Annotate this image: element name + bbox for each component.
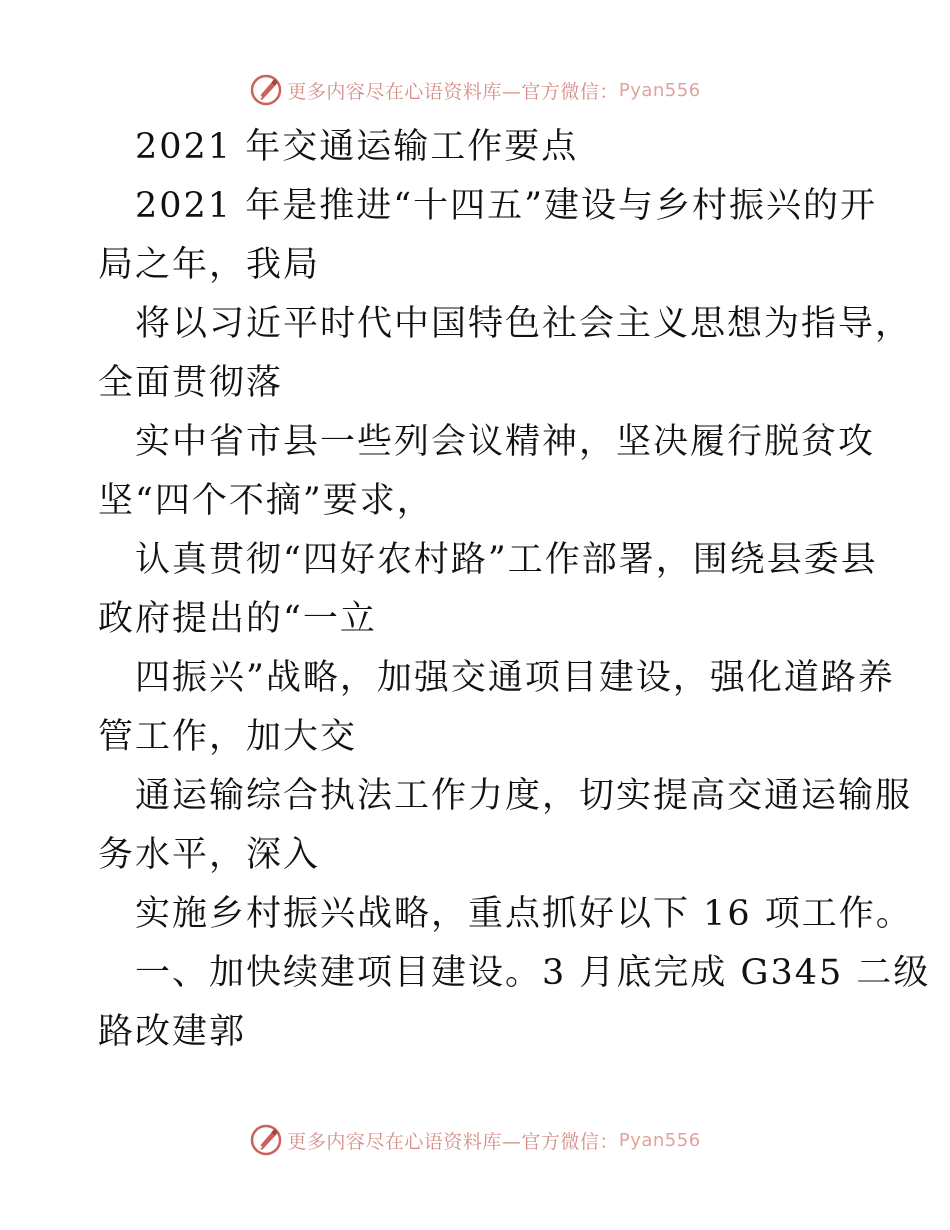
paragraph-line: 政府提出的“一立 xyxy=(98,599,377,639)
paragraph-line: 全面贯彻落 xyxy=(98,363,284,403)
paragraph-line: 四振兴”战略，加强交通项目建设，强化道路养 xyxy=(135,658,895,698)
paragraph-line: 坚“四个不摘”要求， xyxy=(98,481,434,521)
paragraph-line: 务水平，深入 xyxy=(98,835,321,875)
paragraph-line: 局之年，我局 xyxy=(98,245,321,285)
paragraph-line: 将以习近平时代中国特色社会主义思想为指导， xyxy=(135,304,913,344)
paragraph-line: 认真贯彻“四好农村路”工作部署，围绕县委县 xyxy=(135,540,878,580)
paragraph-line: 2021 年是推进“十四五”建设与乡村振兴的开 xyxy=(135,186,877,226)
paragraph-line: 实中省市县一些列会议精神，坚决履行脱贫攻 xyxy=(135,422,876,462)
paragraph-line: 实施乡村振兴战略，重点抓好以下 16 项工作。 xyxy=(135,894,913,934)
watermark-text: 更多内容尽在心语资料库—官方微信： xyxy=(287,80,619,103)
document-title: 2021 年交通运输工作要点 xyxy=(135,127,579,167)
pen-logo-icon xyxy=(249,73,283,107)
header-watermark xyxy=(0,70,950,110)
watermark-wechat-id: Pyan556 xyxy=(618,1129,701,1151)
paragraph-line: 管工作，加大交 xyxy=(98,717,358,757)
footer-watermark xyxy=(0,1120,950,1160)
pen-logo-icon xyxy=(249,1123,283,1157)
paragraph-line: 一、加快续建项目建设。3 月底完成 G345 二级 xyxy=(135,953,931,993)
paragraph-line: 通运输综合执法工作力度，切实提高交通运输服 xyxy=(135,776,913,816)
watermark-text: 更多内容尽在心语资料库—官方微信： xyxy=(287,1130,619,1153)
watermark-wechat-id: Pyan556 xyxy=(618,79,701,101)
document-body xyxy=(98,118,931,1062)
paragraph-line: 路改建郭 xyxy=(98,1012,247,1052)
